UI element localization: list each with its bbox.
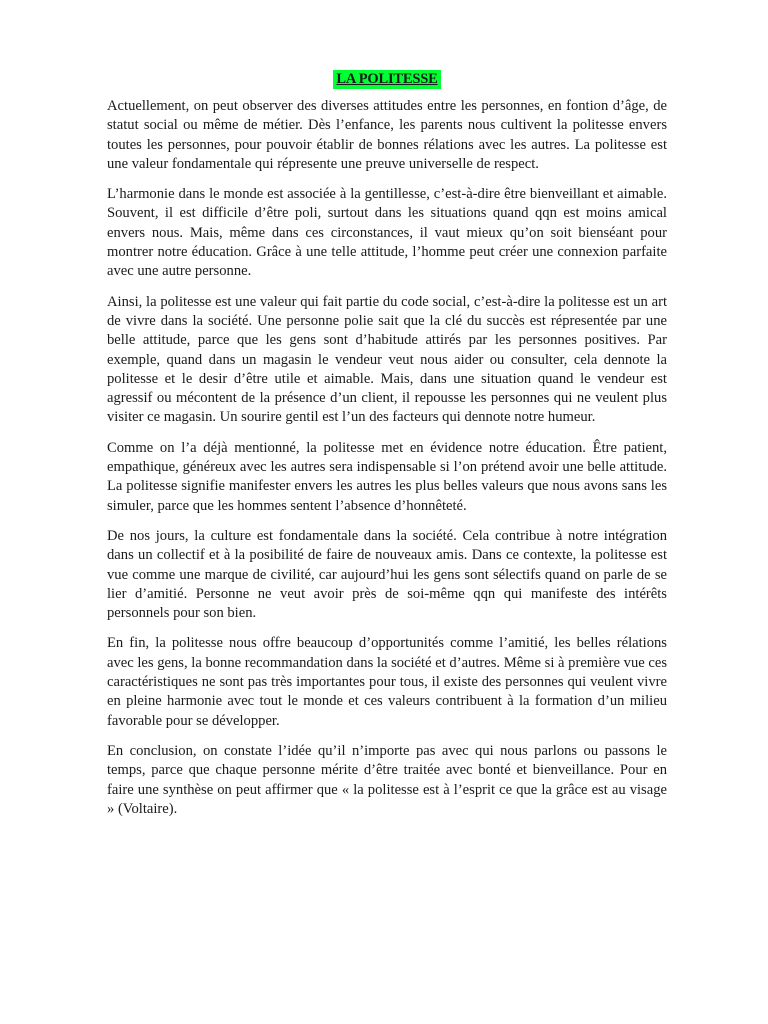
paragraph-intro: Actuellement, on peut observer des diverses attitudes entre les personnes, en fontion d’âge, de statut social ou même de métier. Dès l’enfance, les parents nous cultivent la politesse envers toutes les personnes, pour pouvoir établir de bonnes rélations avec les autres. La politesse est une valeur fondamentale qui répresente une preuve universelle de respect. <box>107 98 667 172</box>
paragraph-education: Comme on l’a déjà mentionné, la politesse met en évidence notre éducation. Être patient, empathique, généreux avec les autres sera indispensable si l’on prétend avoir une belle attitude. La politesse signifie manifester envers les autres les plus belles valeurs que nous avons sans les simuler, parce que les hommes sentent l’absence d’honnêteté. <box>107 439 667 514</box>
paragraph-conclusion: En conclusion, on constate l’idée qu’il n’importe pas avec qui nous parlons ou passons le temps, parce que chaque personne mérite d’être traitée avec bonté et bienveillance. Pour en faire une synthèse on peut affirmer que « la politesse est à l’esprit ce que la grâce est au visage » (Voltaire). <box>107 742 667 817</box>
document-title: LA POLITESSE <box>333 70 440 89</box>
title-container <box>107 70 667 90</box>
paragraph-harmonie: L’harmonie dans le monde est associée à la gentillesse, c’est-à-dire être bienveillant et aimable. Souvent, il est difficile d’être poli, surtout dans les situations quand qqn est moins amical envers nous. Mais, même dans ces circonstances, il vaut mieux qu’on soit bienséant pour montrer notre éducation. Grâce à une telle attitude, l’homme peut créer une connexion parfaite avec une autre personne. <box>107 186 667 280</box>
paragraph-code-social: Ainsi, la politesse est une valeur qui fait partie du code social, c’est-à-dire la politesse est un art de vivre dans la société. Une personne polie sait que la clé du succès est répresentée par une belle attitude, parce que les gens sont d’habitude attirés par les personnes positives. Par exemple, quand dans un magasin le vendeur veut nous aider ou consulter, cela dennote la politesse et le desir d’être utile et aimable. Mais, dans une situation quand le vendeur est agressif ou mécontent de la présence d’un client, il repousse les personnes qui ne veulent plus visiter ce magasin. Un sourire gentil est l’un des facteurs qui dennote notre humeur. <box>107 293 667 426</box>
paragraph-opportunites: En fin, la politesse nous offre beaucoup d’opportunités comme l’amitié, les belles rélations avec les gens, la bonne recommandation dans la société et d’autres. Même si à première vue ces caractéristiques ne sont pas très importantes pour tous, il existe des personnes qui veulent vivre en pleine harmonie avec tout le monde et ces valeurs contribuent à la formation d’un milieu favorable pour se développer. <box>107 635 668 729</box>
paragraph-culture: De nos jours, la culture est fondamentale dans la société. Cela contribue à notre intégration dans un collectif et à la posibilité de faire de nouveaux amis. Dans ce contexte, la politesse est vue comme une marque de civilité, car aujourd’hui les gens sont sélectifs quand on parle de se lier d’amitié. Personne ne veut avoir près de soi-même qqn qui manifeste des intérêts personnels pour son bien. <box>107 527 667 622</box>
